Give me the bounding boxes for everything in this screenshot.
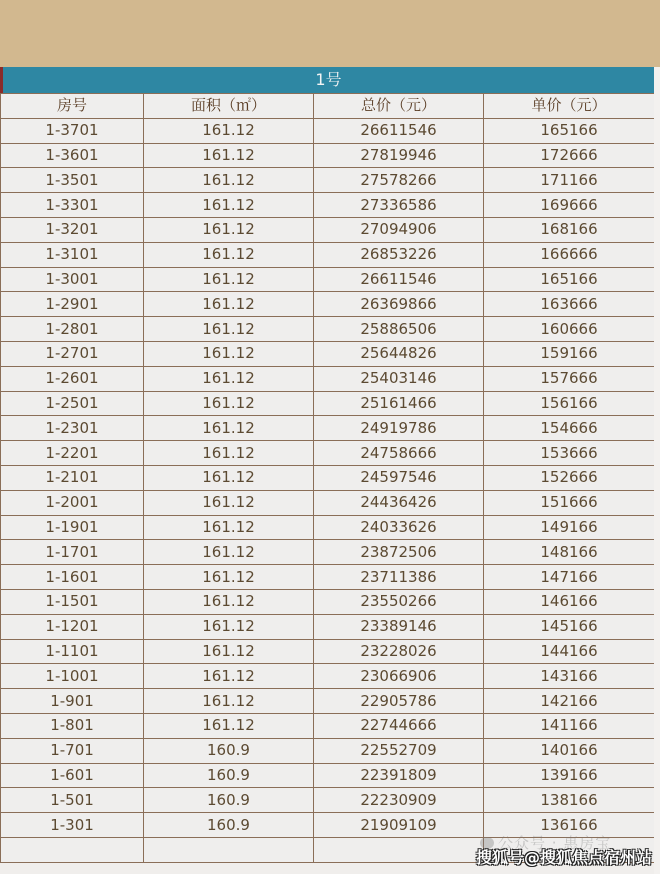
cell-total-price: 25161466	[314, 391, 484, 416]
cell-room: 1-901	[1, 689, 144, 714]
top-banner	[0, 0, 660, 67]
cell-area: 161.12	[144, 416, 314, 441]
cell-unit-price: 140166	[484, 738, 655, 763]
cell-unit-price: 169666	[484, 193, 655, 218]
cell-room	[1, 837, 144, 862]
cell-room: 1-2701	[1, 341, 144, 366]
table-row	[1, 242, 655, 267]
cell-total-price: 26611546	[314, 118, 484, 143]
cell-area: 161.12	[144, 639, 314, 664]
table-row	[1, 763, 655, 788]
header-unit-price: 单价（元）	[484, 94, 655, 119]
cell-total-price: 26611546	[314, 267, 484, 292]
cell-room: 1-1001	[1, 664, 144, 689]
cell-room: 1-1701	[1, 540, 144, 565]
cell-area: 161.12	[144, 366, 314, 391]
table-row	[1, 391, 655, 416]
cell-total-price: 24436426	[314, 490, 484, 515]
table-row	[1, 515, 655, 540]
cell-area: 161.12	[144, 465, 314, 490]
cell-room: 1-1501	[1, 589, 144, 614]
cell-unit-price: 165166	[484, 267, 655, 292]
table-row	[1, 565, 655, 590]
cell-unit-price: 144166	[484, 639, 655, 664]
cell-unit-price: 147166	[484, 565, 655, 590]
table-row	[1, 490, 655, 515]
cell-unit-price: 139166	[484, 763, 655, 788]
table-row	[1, 217, 655, 242]
cell-unit-price: 156166	[484, 391, 655, 416]
cell-unit-price: 146166	[484, 589, 655, 614]
cell-area: 161.12	[144, 217, 314, 242]
header-room: 房号	[1, 94, 144, 119]
cell-total-price: 25403146	[314, 366, 484, 391]
cell-unit-price: 168166	[484, 217, 655, 242]
cell-unit-price: 171166	[484, 168, 655, 193]
table-row	[1, 168, 655, 193]
table-row	[1, 614, 655, 639]
cell-room: 1-2801	[1, 317, 144, 342]
cell-area: 161.12	[144, 540, 314, 565]
cell-unit-price: 152666	[484, 465, 655, 490]
cell-unit-price: 165166	[484, 118, 655, 143]
cell-room: 1-2901	[1, 292, 144, 317]
cell-area: 161.12	[144, 242, 314, 267]
cell-room: 1-2601	[1, 366, 144, 391]
cell-room: 1-3501	[1, 168, 144, 193]
cell-area: 161.12	[144, 515, 314, 540]
cell-room: 1-3201	[1, 217, 144, 242]
right-margin	[654, 67, 660, 874]
table-row	[1, 193, 655, 218]
cell-total-price: 24597546	[314, 465, 484, 490]
table-row	[1, 788, 655, 813]
cell-area: 160.9	[144, 763, 314, 788]
cell-total-price: 25644826	[314, 341, 484, 366]
cell-total-price: 23711386	[314, 565, 484, 590]
cell-room: 1-601	[1, 763, 144, 788]
cell-total-price: 23550266	[314, 589, 484, 614]
cell-room: 1-801	[1, 713, 144, 738]
cell-total-price: 23872506	[314, 540, 484, 565]
cell-area: 161.12	[144, 589, 314, 614]
cell-area: 161.12	[144, 664, 314, 689]
cell-area: 161.12	[144, 490, 314, 515]
cell-total-price: 23066906	[314, 664, 484, 689]
cell-room: 1-1601	[1, 565, 144, 590]
cell-area: 160.9	[144, 788, 314, 813]
cell-area: 160.9	[144, 738, 314, 763]
cell-total-price: 22744666	[314, 713, 484, 738]
table-row	[1, 267, 655, 292]
cell-room: 1-301	[1, 813, 144, 838]
cell-area: 161.12	[144, 441, 314, 466]
cell-unit-price: 142166	[484, 689, 655, 714]
cell-room: 1-2201	[1, 441, 144, 466]
cell-unit-price: 163666	[484, 292, 655, 317]
cell-room: 1-1901	[1, 515, 144, 540]
table-row	[1, 639, 655, 664]
cell-room: 1-1101	[1, 639, 144, 664]
cell-total-price: 22552709	[314, 738, 484, 763]
cell-area	[144, 837, 314, 862]
cell-total-price: 27819946	[314, 143, 484, 168]
cell-total-price: 26853226	[314, 242, 484, 267]
price-table-container	[0, 67, 654, 863]
cell-unit-price: 166666	[484, 242, 655, 267]
cell-unit-price: 138166	[484, 788, 655, 813]
cell-unit-price: 172666	[484, 143, 655, 168]
cell-area: 161.12	[144, 317, 314, 342]
table-row	[1, 118, 655, 143]
table-row	[1, 713, 655, 738]
cell-area: 161.12	[144, 292, 314, 317]
cell-room: 1-501	[1, 788, 144, 813]
cell-area: 161.12	[144, 143, 314, 168]
table-title: 1号	[0, 67, 654, 93]
table-body	[1, 118, 655, 862]
table-row	[1, 689, 655, 714]
cell-total-price: 23228026	[314, 639, 484, 664]
table-row	[1, 664, 655, 689]
table-row	[1, 441, 655, 466]
cell-unit-price: 136166	[484, 813, 655, 838]
cell-total-price: 26369866	[314, 292, 484, 317]
cell-area: 161.12	[144, 118, 314, 143]
table-row	[1, 416, 655, 441]
table-row	[1, 589, 655, 614]
cell-room: 1-2301	[1, 416, 144, 441]
cell-area: 161.12	[144, 614, 314, 639]
table-row	[1, 366, 655, 391]
cell-unit-price: 153666	[484, 441, 655, 466]
cell-area: 161.12	[144, 267, 314, 292]
cell-unit-price: 151666	[484, 490, 655, 515]
cell-area: 161.12	[144, 391, 314, 416]
table-row	[1, 341, 655, 366]
table-row	[1, 317, 655, 342]
cell-total-price: 27336586	[314, 193, 484, 218]
cell-total-price: 22391809	[314, 763, 484, 788]
cell-area: 161.12	[144, 168, 314, 193]
cell-room: 1-2001	[1, 490, 144, 515]
cell-unit-price: 148166	[484, 540, 655, 565]
cell-unit-price: 157666	[484, 366, 655, 391]
cell-room: 1-3601	[1, 143, 144, 168]
cell-total-price: 27578266	[314, 168, 484, 193]
watermark-main: 搜狐号@搜狐焦点宿州站	[476, 848, 653, 867]
cell-total-price: 25886506	[314, 317, 484, 342]
cell-area: 161.12	[144, 565, 314, 590]
cell-room: 1-3701	[1, 118, 144, 143]
cell-room: 1-2501	[1, 391, 144, 416]
table-row	[1, 738, 655, 763]
cell-unit-price: 159166	[484, 341, 655, 366]
cell-room: 1-3001	[1, 267, 144, 292]
cell-total-price: 24758666	[314, 441, 484, 466]
cell-total-price: 27094906	[314, 217, 484, 242]
cell-unit-price: 149166	[484, 515, 655, 540]
cell-unit-price: 141166	[484, 713, 655, 738]
cell-area: 161.12	[144, 341, 314, 366]
cell-total-price: 24919786	[314, 416, 484, 441]
cell-total-price: 21909109	[314, 813, 484, 838]
cell-total-price: 22905786	[314, 689, 484, 714]
header-area: 面积（㎡）	[144, 94, 314, 119]
cell-total-price: 24033626	[314, 515, 484, 540]
cell-total-price: 23389146	[314, 614, 484, 639]
table-row	[1, 143, 655, 168]
price-table	[0, 93, 655, 863]
watermark-faint-text: 公众号 · 惠房宝	[498, 834, 612, 852]
table-row	[1, 292, 655, 317]
table-row	[1, 540, 655, 565]
table-row	[1, 465, 655, 490]
cell-unit-price: 160666	[484, 317, 655, 342]
cell-area: 161.12	[144, 689, 314, 714]
cell-area: 160.9	[144, 813, 314, 838]
cell-room: 1-1201	[1, 614, 144, 639]
cell-room: 1-701	[1, 738, 144, 763]
header-total-price: 总价（元）	[314, 94, 484, 119]
header-row	[1, 94, 655, 119]
cell-room: 1-3101	[1, 242, 144, 267]
cell-room: 1-2101	[1, 465, 144, 490]
cell-unit-price: 154666	[484, 416, 655, 441]
cell-area: 161.12	[144, 193, 314, 218]
cell-unit-price: 145166	[484, 614, 655, 639]
cell-total-price: 22230909	[314, 788, 484, 813]
cell-room: 1-3301	[1, 193, 144, 218]
cell-total-price	[314, 837, 484, 862]
cell-unit-price: 143166	[484, 664, 655, 689]
cell-area: 161.12	[144, 713, 314, 738]
